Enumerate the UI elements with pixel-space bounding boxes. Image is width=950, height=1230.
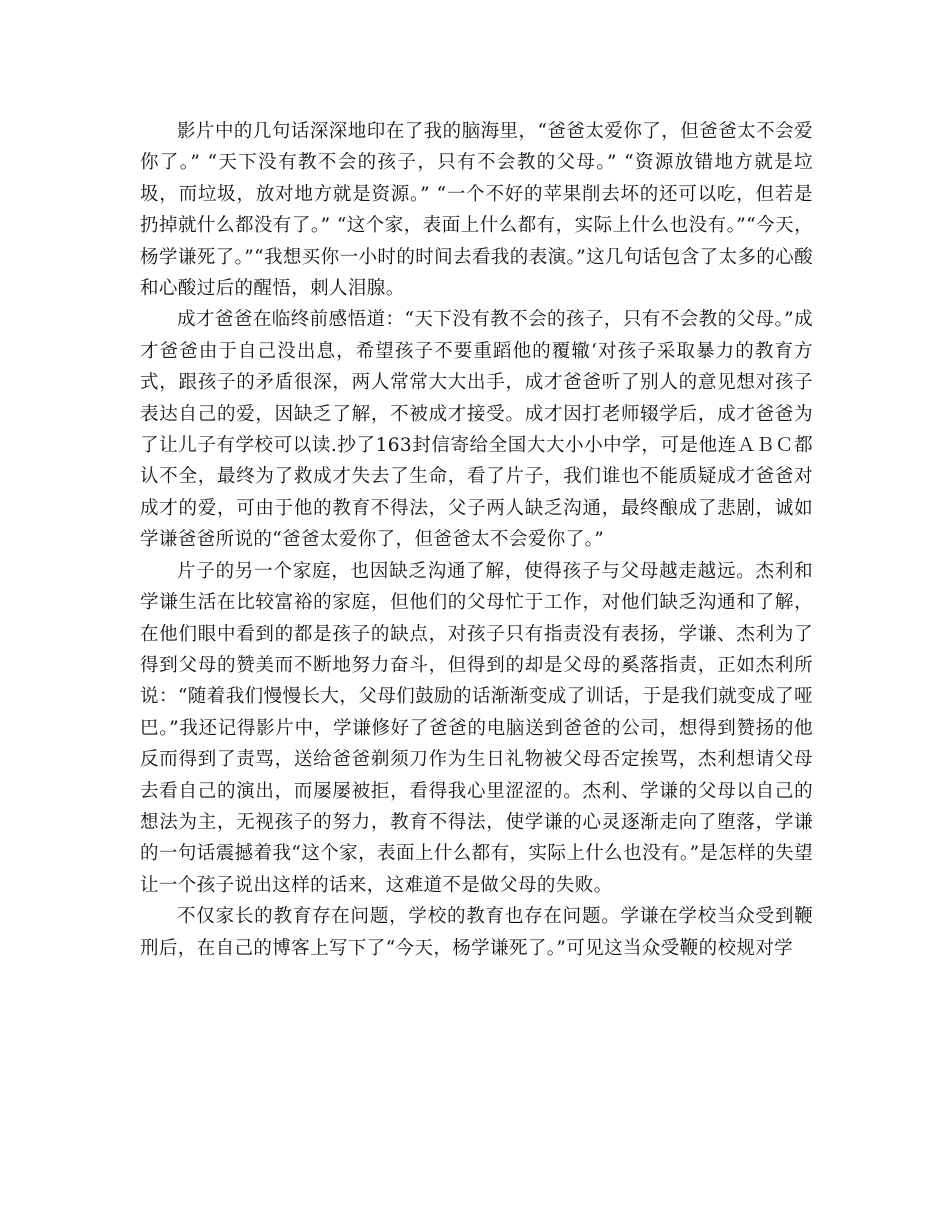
paragraph-chengcai-father: 成才爸爸在临终前感悟道：“天下没有教不会的孩子，只有不会教的父母。”成才爸爸由于自己没出息，希望孩子不要重蹈他的覆辙‘对孩子采取暴力的教育方式，跟孩子的矛盾很深，两人常常大大出手，成才爸爸听了别人的意见想对孩子表达自己的爱，因缺乏了解，不被成才接受。成才因打老师辍学后，成才爸爸为了让儿子有学校可以读.抄了163封信寄给全国大大小小中学，可是他连ＡＢＣ都认不全，最终为了救成才失去了生命，看了片子，我们谁也不能质疑成才爸爸对成才的爱，可由于他的教育不得法，父子两人缺乏沟通，最终酿成了悲剧，诚如学谦爸爸所说的“爸爸太爱你了，但爸爸太不会爱你了。” (140, 309, 813, 551)
paragraph-quotes: 影片中的几句话深深地印在了我的脑海里，“爸爸太爱你了，但爸爸太不会爱你了。” “天下没有教不会的孩子，只有不会教的父母。” “资源放错地方就是垃圾，而垃圾，放对地方就是资源。” “一个不好的苹果削去坏的还可以吃，但若是扔掉就什么都没有了。” “这个家，表面上什么都有，实际上什么也没有。”“今天，杨学谦死了。”“我想买你一小时的时间去看我的表演。”这几句话包含了太多的心酸和心酸过后的醒悟，刺人泪腺。 (140, 121, 813, 300)
paragraph-another-family: 片子的另一个家庭，也因缺乏沟通了解，使得孩子与父母越走越远。杰利和学谦生活在比较富裕的家庭，但他们的父母忙于工作，对他们缺乏沟通和了解，在他们眼中看到的都是孩子的缺点，对孩子只有指责没有表扬，学谦、杰利为了得到父母的赞美而不断地努力奋斗，但得到的却是父母的奚落指责，正如杰利所说：“随着我们慢慢长大，父母们鼓励的话渐渐变成了训话，于是我们就变成了哑巴。”我还记得影片中，学谦修好了爸爸的电脑送到爸爸的公司，想得到赞扬的他反而得到了责骂，送给爸爸剃须刀作为生日礼物被父母否定挨骂，杰利想请父母去看自己的演出，而屡屡被拒，看得我心里涩涩的。杰利、学谦的父母以自己的想法为主，无视孩子的努力，教育不得法，使学谦的心灵逐渐走向了堕落，学谦的一句话震撼着我“这个家，表面上什么都有，实际上什么也没有。”是怎样的失望让一个孩子说出这样的话来，这难道不是做父母的失败。 (140, 560, 813, 896)
document-body (140, 116, 813, 964)
paragraph-school-education: 不仅家长的教育存在问题，学校的教育也存在问题。学谦在学校当众受到鞭刑后，在自己的博客上写下了“今天，杨学谦死了。”可见这当众受鞭的校规对学 (140, 906, 813, 959)
